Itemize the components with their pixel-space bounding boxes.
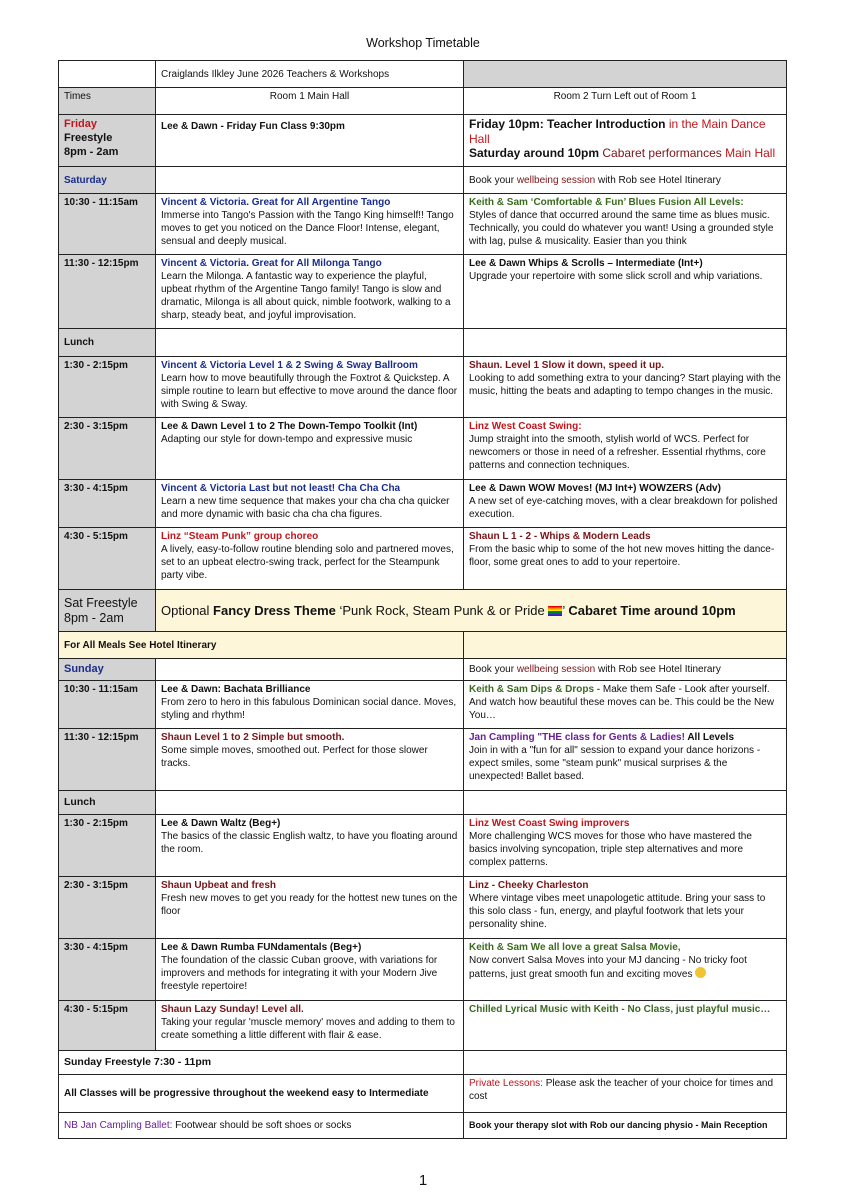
sat-slot-1-room1: Vincent & Victoria. Great for All Argentine Tango Immerse into Tango's Passion with the Tango King himself!! Tango moves to get you noticed on the Dance Floor! Intense, elegant, sensual and deeply musical. bbox=[156, 194, 464, 255]
friday-room1: Lee & Dawn - Friday Fun Class 9:30pm bbox=[156, 115, 464, 167]
therapy-note: Book your therapy slot with Rob our dancing physio - Main Reception bbox=[464, 1113, 787, 1139]
sunday-label: Sunday bbox=[59, 659, 156, 681]
saturday-label: Saturday bbox=[59, 167, 156, 194]
sat-slot-3: 1:30 - 2:15pm Vincent & Victoria Level 1 & 2 Swing & Sway Ballroom Learn how to move beautifully through the Foxtrot & Quickstep. A simple routine to learn but effective to move around the dance floor with Swing & Sway. Shaun. Level 1 Slow it down, speed it up. Looking to add something extra to your dancing? Start playing with the music, hitting the beats and adapting to tempo changes in the music. bbox=[59, 357, 787, 418]
sat-freestyle-label: Sat Freestyle 8pm - 2am bbox=[59, 590, 156, 632]
header-room2: Room 2 Turn Left out of Room 1 bbox=[464, 88, 787, 115]
sunday-freestyle: Sunday Freestyle 7:30 - 11pm bbox=[59, 1051, 464, 1075]
header-room1: Room 1 Main Hall bbox=[156, 88, 464, 115]
private-lessons: Private Lessons: Please ask the teacher of your choice for times and cost bbox=[464, 1075, 787, 1113]
sun-slot-2: 11:30 - 12:15pm Shaun Level 1 to 2 Simple but smooth. Some simple moves, smoothed out. Perfect for those slower tracks. Jan Campling "THE class for Gents & Ladies! All Levels Join in with a "fun for all" session to expand your dance horizons - expect smiles, some "steam punk" musical surprises & the unexpected! Ballet based. bbox=[59, 729, 787, 791]
friday-room2: Friday 10pm: Teacher Introduction in the Main Dance Hall Saturday around 10pm Cabaret performances Main Hall bbox=[464, 115, 787, 167]
timetable bbox=[58, 60, 787, 1139]
pride-flag-icon bbox=[548, 606, 562, 616]
sat-freestyle-row bbox=[59, 590, 787, 632]
saturday-row bbox=[59, 167, 787, 194]
smile-emoji-icon bbox=[695, 967, 706, 978]
progressive-row bbox=[59, 1075, 787, 1113]
friday-label: Friday Freestyle 8pm - 2am bbox=[59, 115, 156, 167]
friday-row bbox=[59, 115, 787, 167]
sun-lunch-label: Lunch bbox=[59, 791, 156, 815]
nb-note: NB Jan Campling Ballet: Footwear should be soft shoes or socks bbox=[59, 1113, 464, 1139]
sun-freestyle-row bbox=[59, 1051, 787, 1075]
sat-slot-1-room2: Keith & Sam ‘Comfortable & Fun’ Blues Fusion All Levels: Styles of dance that occurred around the same time as blues music. Technically, you could do whatever you want! Using a grounded style with lag, pulse & musicality. Easier than you think bbox=[464, 194, 787, 255]
sat-slot-4: 2:30 - 3:15pm Lee & Dawn Level 1 to 2 The Down-Tempo Toolkit (Int) Adapting our style for down-tempo and expressive music Linz West Coast Swing: Jump straight into the smooth, stylish world of WCS. Perfect for newcomers or those in need of a refresher. Essential rhythms, core patterns and connection techniques. bbox=[59, 418, 787, 480]
page-number: 1 bbox=[418, 1172, 428, 1189]
sunday-row bbox=[59, 659, 787, 681]
document-title: Workshop Timetable bbox=[366, 36, 480, 50]
sat-slot-2-room2: Lee & Dawn Whips & Scrolls – Intermediate (Int+) Upgrade your repertoire with some slick scroll and whip variations. bbox=[464, 255, 787, 329]
sat-slot-6: 4:30 - 5:15pm Linz “Steam Punk” group choreo A lively, easy-to-follow routine blending solo and partnered moves, set to an upbeat electro-swing track, perfect for the Steampunk party vibe. Shaun L 1 - 2 - Whips & Modern Leads From the basic whip to some of the hot new moves hitting the dance-floor, some great ones to add to your repertoire. bbox=[59, 528, 787, 590]
sun-slot-1: 10:30 - 11:15am Lee & Dawn: Bachata Brilliance From zero to hero in this fabulous Dominican social dance. Moves, styling and rhythm! Keith & Sam Dips & Drops - Make them Safe - Look after yourself. And watch how beautiful these moves can be. This could be the New You… bbox=[59, 681, 787, 729]
sun-slot-5: 3:30 - 4:15pm Lee & Dawn Rumba FUNdamentals (Beg+) The foundation of the classic Cuban groove, with variations for improvers and methods for integrating it with your Modern Jive freestyle repertoire! Keith & Sam We all love a great Salsa Movie, Now convert Salsa Moves into your MJ dancing - No tricky foot patterns, just great smooth fun and exciting moves bbox=[59, 939, 787, 1001]
header-times: Times bbox=[59, 88, 156, 115]
sat-slot-2-room1: Vincent & Victoria. Great for All Milonga Tango Learn the Milonga. A fantastic way to experience the playful, upbeat rhythm of the Argentine Tango family! Tango is slow and dramatic, Milonga is all about quick, nimble footwork, walking to a sharp, steady beat, and joyful improvisation. bbox=[156, 255, 464, 329]
sunday-wellbeing: Book your wellbeing session with Rob see Hotel Itinerary bbox=[464, 659, 787, 681]
progressive-note: All Classes will be progressive throughout the weekend easy to Intermediate bbox=[59, 1075, 464, 1113]
venue-row bbox=[59, 61, 787, 88]
sun-slot-6: 4:30 - 5:15pm Shaun Lazy Sunday! Level all. Taking your regular 'muscle memory' moves and adding to them to create something a little different with flair & ease. Chilled Lyrical Music with Keith - No Class, just playful music… bbox=[59, 1001, 787, 1051]
sat-lunch-row bbox=[59, 329, 787, 357]
sun-slot-3: 1:30 - 2:15pm Lee & Dawn Waltz (Beg+) The basics of the classic English waltz, to have you floating around the room. Linz West Coast Swing improvers More challenging WCS moves for those who have mastered the basics involving syncopation, triple step alternatives and more complex patterns. bbox=[59, 815, 787, 877]
meals-note: For All Meals See Hotel Itinerary bbox=[59, 632, 464, 659]
sun-lunch-row bbox=[59, 791, 787, 815]
sat-slot-5: 3:30 - 4:15pm Vincent & Victoria Last but not least! Cha Cha Cha Learn a new time sequence that makes your cha cha cha quicker and more dynamic with basic cha cha cha figures. Lee & Dawn WOW Moves! (MJ Int+) WOWZERS (Adv) A new set of eye-catching moves, with a clear breakdown for polished execution. bbox=[59, 480, 787, 528]
sat-slot-1: 10:30 - 11:15am Vincent & Victoria. Great for All Argentine Tango Immerse into Tango's Passion with the Tango King himself!! Tango moves to get you noticed on the Dance Floor! Intense, elegant, sensual and deeply musical. Keith & Sam ‘Comfortable & Fun’ Blues Fusion All Levels: Styles of dance that occurred around the same time as blues music. Technically, you could do whatever you want! Using a grounded style with lag, pulse & musicality. Easier than you think bbox=[59, 194, 787, 255]
nb-row bbox=[59, 1113, 787, 1139]
sat-slot-2: 11:30 - 12:15pm Vincent & Victoria. Great for All Milonga Tango Learn the Milonga. A fantastic way to experience the playful, upbeat rhythm of the Argentine Tango family! Tango is slow and dramatic, Milonga is all about quick, nimble footwork, walking to a sharp, steady beat, and joyful improvisation. Lee & Dawn Whips & Scrolls – Intermediate (Int+) Upgrade your repertoire with some slick scroll and whip variations. bbox=[59, 255, 787, 329]
meals-row bbox=[59, 632, 787, 659]
venue-title: Craiglands Ilkley June 2026 Teachers & Workshops bbox=[156, 61, 464, 88]
fancy-dress-theme: Optional Fancy Dress Theme ‘Punk Rock, Steam Punk & or Pride ’ Cabaret Time around 10pm bbox=[156, 590, 787, 632]
saturday-wellbeing: Book your wellbeing session with Rob see Hotel Itinerary bbox=[464, 167, 787, 194]
header-row bbox=[59, 88, 787, 115]
sun-slot-4: 2:30 - 3:15pm Shaun Upbeat and fresh Fresh new moves to get you ready for the hottest new tunes on the floor Linz - Cheeky Charleston Where vintage vibes meet unapologetic attitude. Bring your sass to this solo class - fun, energy, and playful footwork that lets your personality shine. bbox=[59, 877, 787, 939]
sat-lunch-label: Lunch bbox=[59, 329, 156, 357]
